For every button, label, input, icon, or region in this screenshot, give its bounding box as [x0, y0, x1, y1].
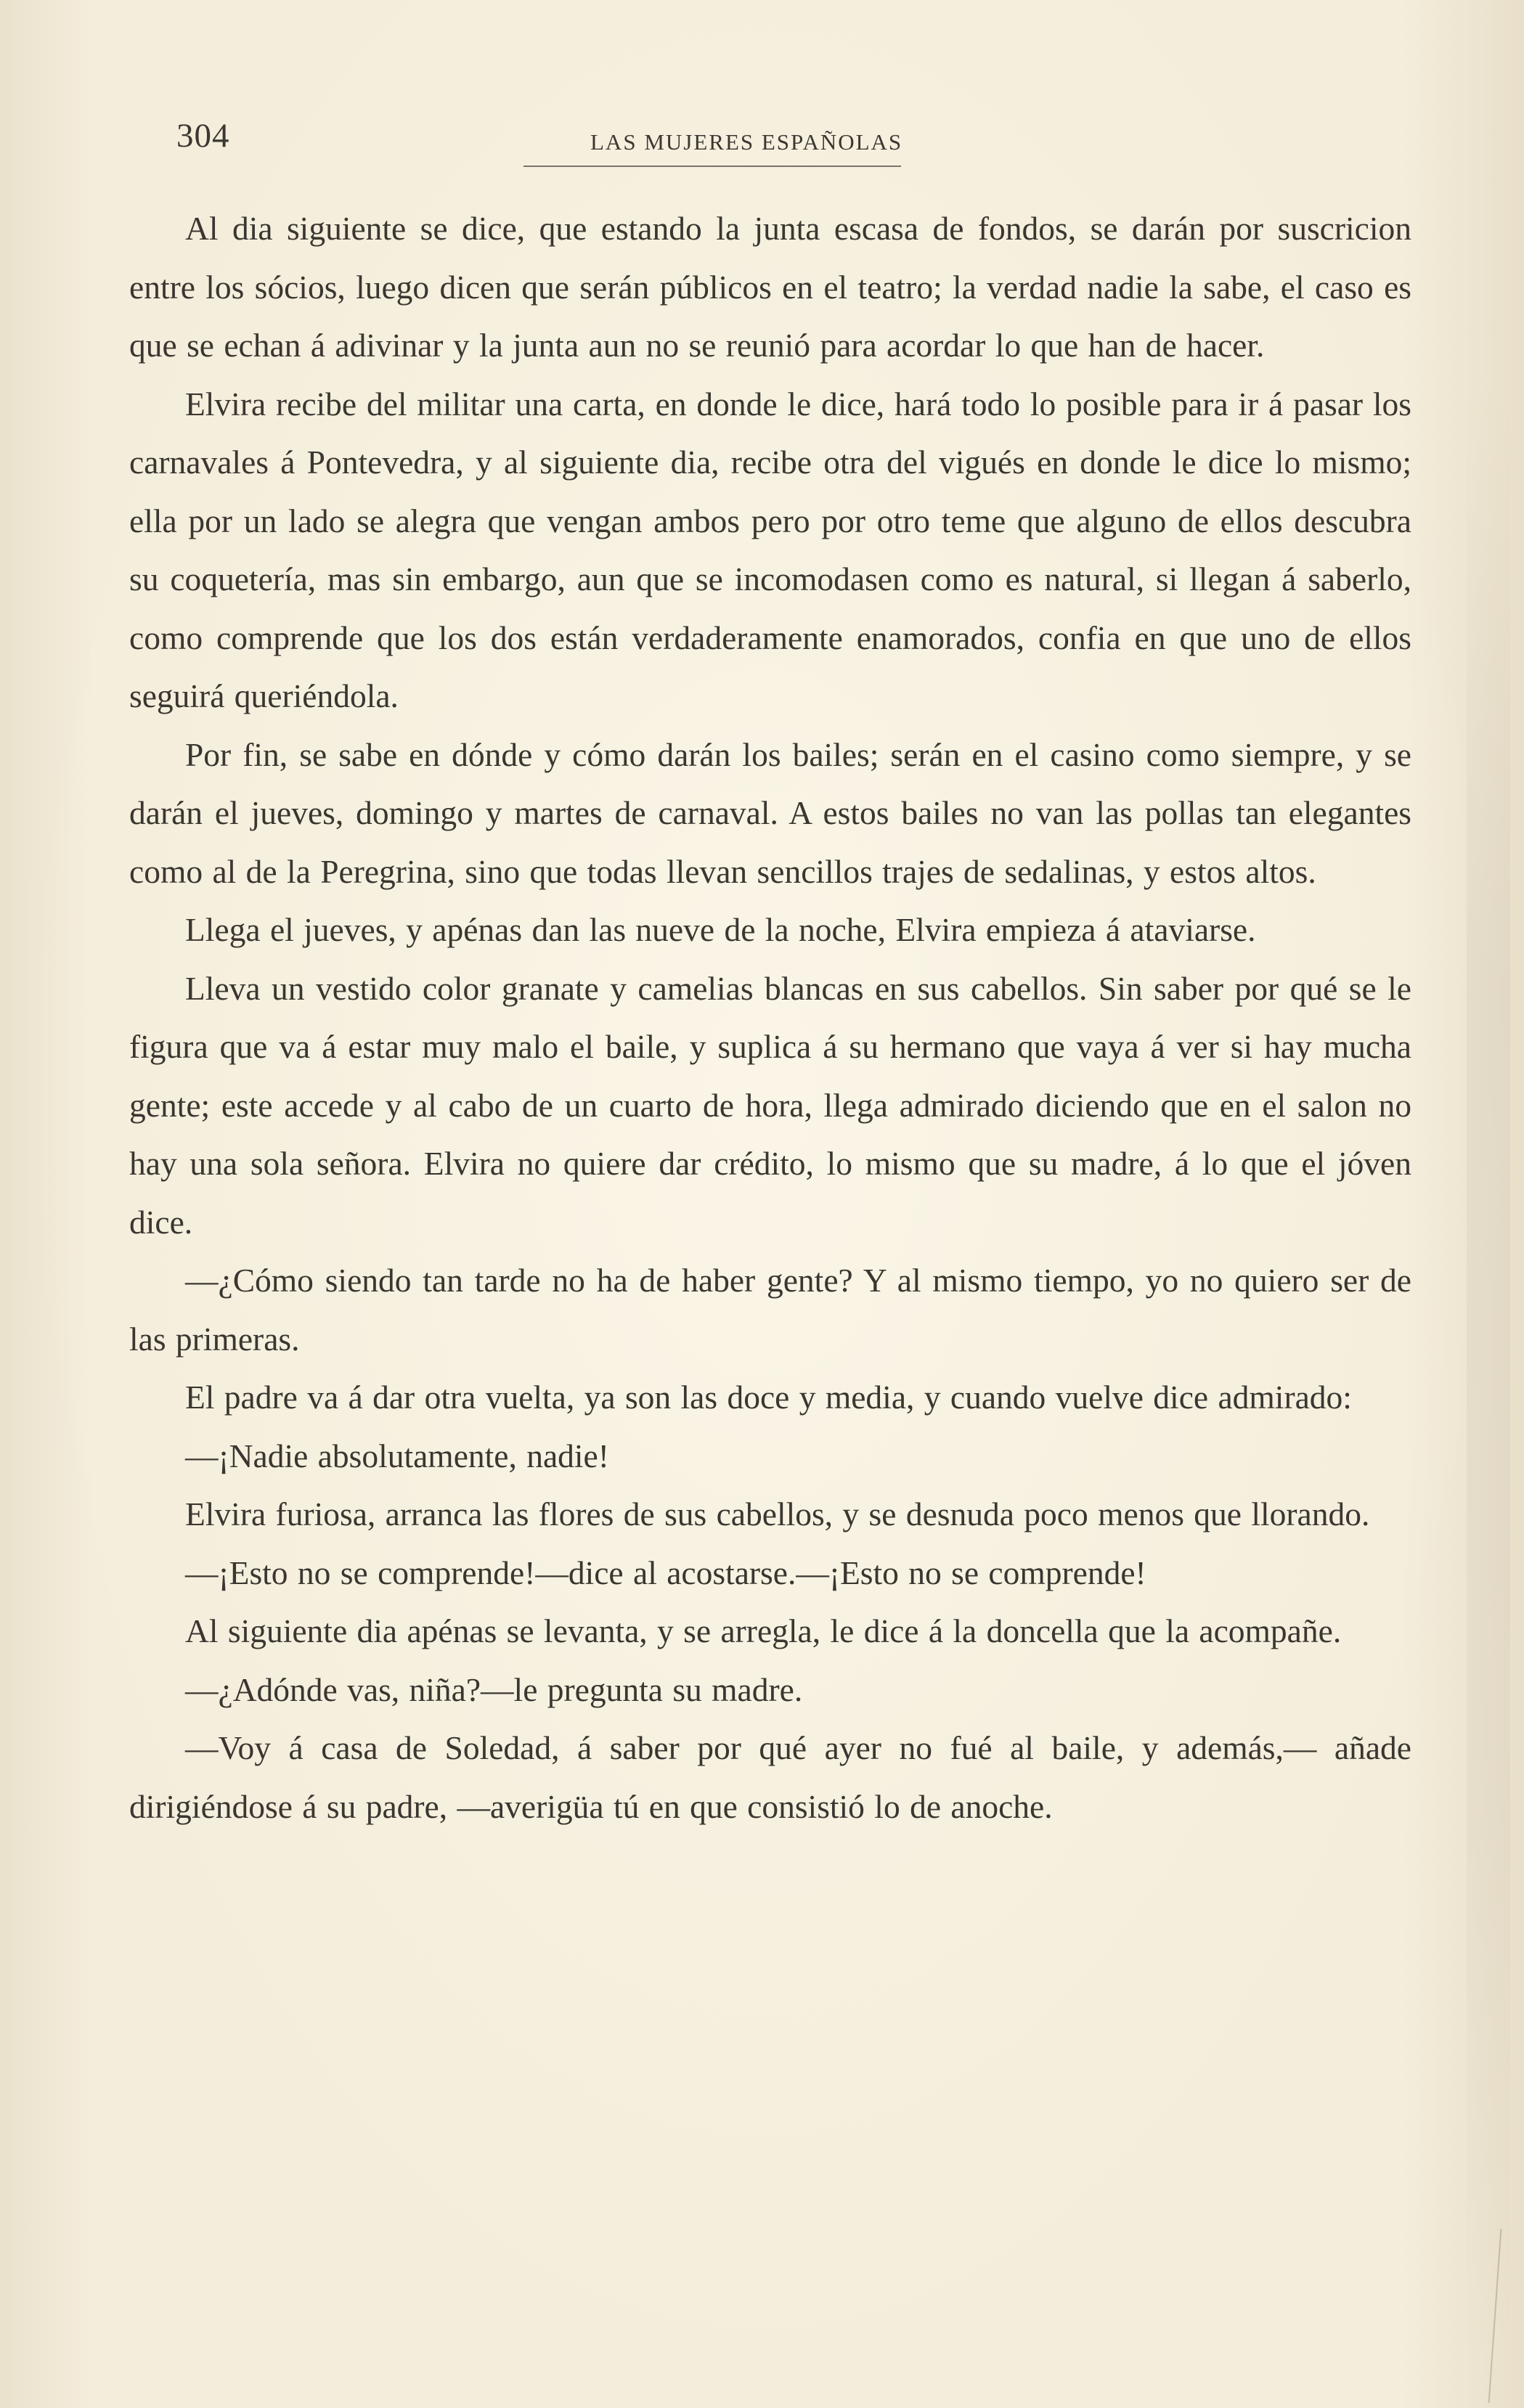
running-head: LAS MUJERES ESPAÑOLAS [590, 129, 903, 155]
paragraph: Lleva un vestido color granate y camelias blancas en sus cabellos. Sin saber por qué se le figura que va á estar muy malo el baile, y suplica á su hermano que vaya á ver si hay mucha gente; este accede y al cabo de un cuarto de hora, llega admirado diciendo que en el salon no hay una sola señora. Elvira no quiere dar crédito, lo mismo que su madre, á lo que el jóven dice. [129, 969, 1411, 1241]
paragraph: —¡Nadie absolutamente, nadie! [185, 1437, 609, 1474]
paragraph: Al dia siguiente se dice, que estando la junta escasa de fondos, se darán por suscricion entre los sócios, luego dicen que serán públicos en el teatro; la verdad nadie la sabe, el caso es que se echan á adivinar y la junta aun no se reunió para acordar lo que han de hacer. [129, 210, 1411, 364]
page-number: 304 [176, 117, 230, 155]
header-rule [523, 166, 901, 167]
paragraph: Elvira recibe del militar una carta, en donde le dice, hará todo lo posible para ir á pasar los carnavales á Pontevedra, y al siguiente dia, recibe otra del vigués en donde le dice lo mismo; ella por un lado se alegra que vengan ambos pero por otro teme que alguno de ellos descubra su coquetería, mas sin embargo, aun que se incomodasen como es natural, si llegan á saberlo, como comprende que los dos están verdaderamente enamorados, confia en que uno de ellos seguirá queriéndola. [129, 385, 1411, 714]
paragraph: Al siguiente dia apénas se levanta, y se arregla, le dice á la doncella que la acompañe. [185, 1612, 1342, 1649]
paragraph: —¿Adónde vas, niña?—le pregunta su madre. [185, 1670, 803, 1708]
paragraph: —¿Cómo siendo tan tarde no ha de haber gente? Y al mismo tiempo, yo no quiero ser de las primeras. [129, 1262, 1411, 1358]
bleed-through-margin [1467, 392, 1510, 2352]
page-header [176, 116, 1011, 174]
body-text [129, 200, 1411, 1836]
paragraph: Elvira furiosa, arranca las flores de sus cabellos, y se desnuda poco menos que llorando. [185, 1495, 1370, 1532]
paragraph: —Voy á casa de Soledad, á saber por qué ayer no fué al baile, y además,— añade dirigiéndose á su padre, —averigüa tú en que consistió lo de anoche. [129, 1729, 1411, 1825]
paragraph: Por fin, se sabe en dónde y cómo darán los bailes; serán en el casino como siempre, y se darán el jueves, domingo y martes de carnaval. A estos bailes no van las pollas tan elegantes como al de la Peregrina, sino que todas llevan sencillos trajes de sedalinas, y estos altos. [129, 735, 1411, 890]
paragraph: —¡Esto no se comprende!—dice al acostarse.—¡Esto no se comprende! [185, 1554, 1146, 1591]
paragraph: Llega el jueves, y apénas dan las nueve de la noche, Elvira empieza á ataviarse. [185, 911, 1256, 948]
paragraph: El padre va á dar otra vuelta, ya son las doce y media, y cuando vuelve dice admirado: [185, 1379, 1352, 1416]
